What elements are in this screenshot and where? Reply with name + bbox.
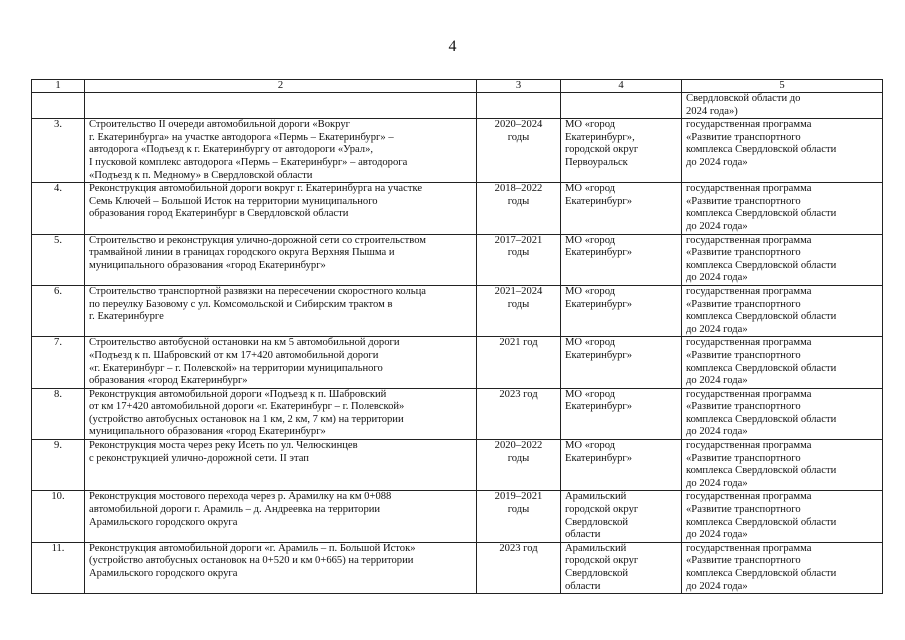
table-cell-name — [85, 388, 477, 439]
continuation-row — [32, 93, 883, 119]
table-cell-name — [85, 93, 477, 119]
project-program: государственная программа «Развитие транспортного комплекса Свердловской области до 2024 года» — [686, 234, 837, 284]
project-name: Реконструкция автомобильной дороги вокруг г. Екатеринбурга на участке Семь Ключей – Большой Исток на территории муниципального образования город Екатеринбург в Свердловской области — [89, 183, 423, 220]
table-cell-period — [477, 234, 561, 285]
table-cell-municipality — [561, 234, 682, 285]
table-cell-period — [477, 388, 561, 439]
table-cell-municipality — [561, 388, 682, 439]
project-municipality: МО «город Екатеринбург» — [565, 183, 633, 207]
projects-table — [31, 79, 883, 594]
project-municipality: МО «город Екатеринбург», городской округ Первоуральск — [565, 119, 639, 168]
column-header-name: 2 — [85, 80, 477, 93]
table-row — [32, 183, 883, 234]
project-program: государственная программа «Развитие транспортного комплекса Свердловской области до 2024 года» — [686, 119, 837, 168]
table-cell-name — [85, 183, 477, 234]
table-cell-number — [32, 93, 85, 119]
table-cell-period — [477, 183, 561, 234]
table-cell-number: 5. — [32, 234, 85, 285]
project-municipality: Арамильский городской округ Свердловской области — [565, 491, 639, 541]
column-header-period: 3 — [477, 80, 561, 93]
table-cell-program — [682, 440, 883, 491]
table-cell-municipality — [561, 93, 682, 119]
table-cell-period — [477, 337, 561, 388]
table-cell-period — [477, 542, 561, 593]
table-row — [32, 388, 883, 439]
project-period: 2018–2022 годы — [494, 183, 543, 207]
project-municipality: МО «город Екатеринбург» — [565, 440, 633, 464]
project-period: 2019–2021 годы — [494, 491, 543, 516]
project-name: Реконструкция автомобильной дороги «г. Арамиль – п. Большой Исток» (устройство автобусных остановок на 0+520 и км 0+665) на территории Арамильского городского округа — [89, 542, 416, 579]
table-cell-period — [477, 93, 561, 119]
project-name: Реконструкция мостового перехода через р. Арамилку на км 0+088 автомобильной дороги г. Арамиль – д. Андреевка на территории Арамильского городского округа — [89, 491, 392, 528]
project-municipality: МО «город Екатеринбург» — [565, 388, 633, 413]
project-period: 2017–2021 годы — [494, 234, 543, 259]
project-municipality: МО «город Екатеринбург» — [565, 337, 633, 361]
project-municipality: МО «город Екатеринбург» — [565, 285, 633, 310]
table-row — [32, 542, 883, 593]
table-cell-municipality — [561, 440, 682, 491]
project-name: Реконструкция моста через реку Исеть по ул. Челюскинцев с реконструкцией улично-дорожной сети. II этап — [89, 440, 358, 464]
project-period: 2020–2022 годы — [494, 440, 543, 464]
project-program: государственная программа «Развитие транспортного комплекса Свердловской области до 2024 года» — [686, 542, 837, 592]
table-cell-number: 9. — [32, 440, 85, 491]
table-cell-program — [682, 285, 883, 336]
project-program: государственная программа «Развитие транспортного комплекса Свердловской области до 2024 года» — [686, 491, 837, 541]
table-cell-name — [85, 119, 477, 183]
project-program: государственная программа «Развитие транспортного комплекса Свердловской области до 2024 года» — [686, 440, 837, 489]
program-text: Свердловской области до 2024 года») — [686, 93, 801, 117]
project-program: государственная программа «Развитие транспортного комплекса Свердловской области до 2024 года» — [686, 183, 837, 232]
project-name: Строительство транспортной развязки на пересечении скоростного кольца по переулку Базовому с ул. Комсомольской и Сибирским трактом в г. Екатеринбурге — [89, 285, 426, 323]
table-cell-municipality — [561, 337, 682, 388]
project-period: 2023 год — [499, 542, 538, 554]
table-cell-municipality — [561, 119, 682, 183]
project-name: Реконструкция автомобильной дороги «Подъезд к п. Шабровский от км 17+420 автомобильной дороги «г. Екатеринбург – г. Полевской» (устройство автобусных остановок на 1 км, 2 км, 7 км) на территории муниципального образования «город Екатеринбург» — [89, 388, 405, 438]
table-cell-number: 6. — [32, 285, 85, 336]
table-cell-program — [682, 93, 883, 119]
project-name: Строительство II очереди автомобильной дороги «Вокруг г. Екатеринбурга» на участке автодорога «Пермь – Екатеринбург» – автодорога «Подъезд к г. Екатеринбургу от автодороги «Урал», I пусковой комплекс автодорога «Пермь – Екатеринбург» – автодорога «Подъезд к п. Медному» в Свердловской области — [89, 119, 408, 181]
table-cell-period — [477, 491, 561, 542]
project-period: 2021–2024 годы — [494, 285, 543, 310]
table-cell-municipality — [561, 285, 682, 336]
table-cell-program — [682, 337, 883, 388]
table-cell-number: 11. — [32, 542, 85, 593]
table-row — [32, 491, 883, 542]
project-name: Строительство автобусной остановки на км 5 автомобильной дороги «Подъезд к п. Шабровский от км 17+420 автомобильной дороги «г. Екатеринбург – г. Полевской» на территории муниципального образования «город Екатеринбург» — [89, 337, 400, 387]
table-cell-program — [682, 542, 883, 593]
column-header-municipality: 4 — [561, 80, 682, 93]
column-header-number: 1 — [32, 80, 85, 93]
table-header-row — [32, 80, 883, 93]
table-row — [32, 119, 883, 183]
table-cell-program — [682, 388, 883, 439]
table-cell-number: 8. — [32, 388, 85, 439]
project-period: 2021 год — [499, 337, 538, 349]
table-cell-period — [477, 440, 561, 491]
table-cell-name — [85, 337, 477, 388]
table-cell-program — [682, 491, 883, 542]
table-cell-program — [682, 183, 883, 234]
table-cell-name — [85, 440, 477, 491]
table-cell-municipality — [561, 183, 682, 234]
project-name: Строительство и реконструкция улично-дорожной сети со строительством трамвайной линии в границах городского округа Верхняя Пышма и муниципального образования «город Екатеринбург» — [89, 234, 427, 271]
table-row — [32, 440, 883, 491]
table-cell-name — [85, 491, 477, 542]
column-header-program: 5 — [682, 80, 883, 93]
table-cell-municipality — [561, 491, 682, 542]
table-cell-number: 3. — [32, 119, 85, 183]
table-cell-number: 4. — [32, 183, 85, 234]
table-row — [32, 337, 883, 388]
table-cell-program — [682, 119, 883, 183]
table-row — [32, 285, 883, 336]
project-period: 2020–2024 годы — [494, 119, 543, 143]
table-cell-program — [682, 234, 883, 285]
project-program: государственная программа «Развитие транспортного комплекса Свердловской области до 2024 года» — [686, 388, 837, 438]
table-cell-period — [477, 119, 561, 183]
project-program: государственная программа «Развитие транспортного комплекса Свердловской области до 2024 года» — [686, 285, 837, 335]
project-program: государственная программа «Развитие транспортного комплекса Свердловской области до 2024 года» — [686, 337, 837, 387]
table-cell-period — [477, 285, 561, 336]
table-cell-municipality — [561, 542, 682, 593]
table-cell-name — [85, 234, 477, 285]
table-cell-number: 10. — [32, 491, 85, 542]
table-cell-name — [85, 285, 477, 336]
page-number: 4 — [448, 38, 457, 55]
table-cell-number: 7. — [32, 337, 85, 388]
table-cell-name — [85, 542, 477, 593]
project-municipality: МО «город Екатеринбург» — [565, 234, 633, 259]
project-municipality: Арамильский городской округ Свердловской области — [565, 542, 639, 592]
table-row — [32, 234, 883, 285]
project-period: 2023 год — [499, 388, 538, 400]
